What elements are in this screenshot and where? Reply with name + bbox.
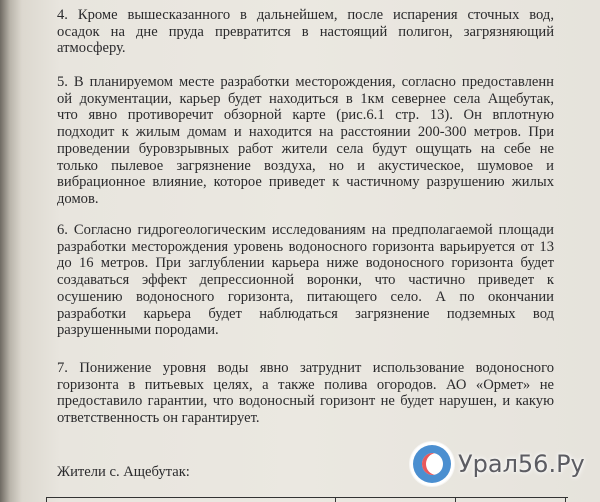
text-line: горизонта в питьевых целях, а также полива огородов. АО «Ормет» не (57, 376, 554, 393)
paragraph-4 (57, 7, 554, 57)
text-line: вибрационное влияние, которое приведет к частичному разрушению жилых (57, 174, 554, 191)
text-line: создаваться эффект депрессионной воронки, что частично приведет к (57, 272, 554, 289)
paragraph-7 (57, 360, 554, 427)
text-line: 5. В планируемом месте разработки месторождения, согласно предоставленн (57, 74, 554, 90)
text-line: разрушенными породами. (57, 322, 219, 339)
text-line: осушению водоносного горизонта, питающего село. А по окончании (57, 288, 554, 305)
text-line: ответственность он гарантирует. (57, 410, 260, 427)
logo-icon (410, 442, 454, 486)
signature-label: Жители с. Ащебутак: (57, 464, 190, 480)
text-line: что явно противоречит обзорной карте (рис.6.1 стр. 13). Он вплотную (57, 107, 554, 124)
text-line: атмосферу. (57, 40, 126, 57)
text-line: разработки карьера будет наблюдаться загрязнение подземных вод (57, 305, 554, 322)
watermark-text: Урал56.Ру (458, 450, 585, 478)
text-line: домов. (57, 190, 99, 207)
text-line: подходит к жилым домам и находится на расстоянии 200-300 метров. При (57, 124, 554, 141)
text-line: осадок на дне пруда превратится в настоящий полигон, загрязняющий (57, 23, 554, 40)
text-line: 7. Понижение уровня воды явно затруднит использование водоносного (57, 360, 554, 376)
text-line: проведении буровзрывных работ жители села будут ощущать на себе не (57, 140, 554, 157)
text-line: 6. Согласно гидрогеологическим исследованиям на предполагаемой площади (57, 222, 554, 238)
text-line: ой документации, карьер будет находиться в 1км севернее села Ащебутак, (57, 90, 554, 107)
text-line: только пылевое загрязнение воздуха, но и акустическое, шумовое и (57, 157, 554, 174)
text-line: 4. Кроме вышесказанного в дальнейшем, после испарения сточных вод, (57, 7, 554, 23)
text-line: предоставило гарантии, что водоносный горизонт не будет нарушен, и какую (57, 393, 554, 410)
paragraph-6 (57, 222, 554, 339)
paragraph-5 (57, 74, 554, 208)
signature-table (46, 497, 568, 502)
text-line: разработки месторождения уровень водоносного горизонта варьируется от 13 (57, 238, 554, 255)
text-line: до 16 метров. При заглублении карьера ниже водоносного горизонта будет (57, 255, 554, 272)
watermark (410, 440, 598, 488)
